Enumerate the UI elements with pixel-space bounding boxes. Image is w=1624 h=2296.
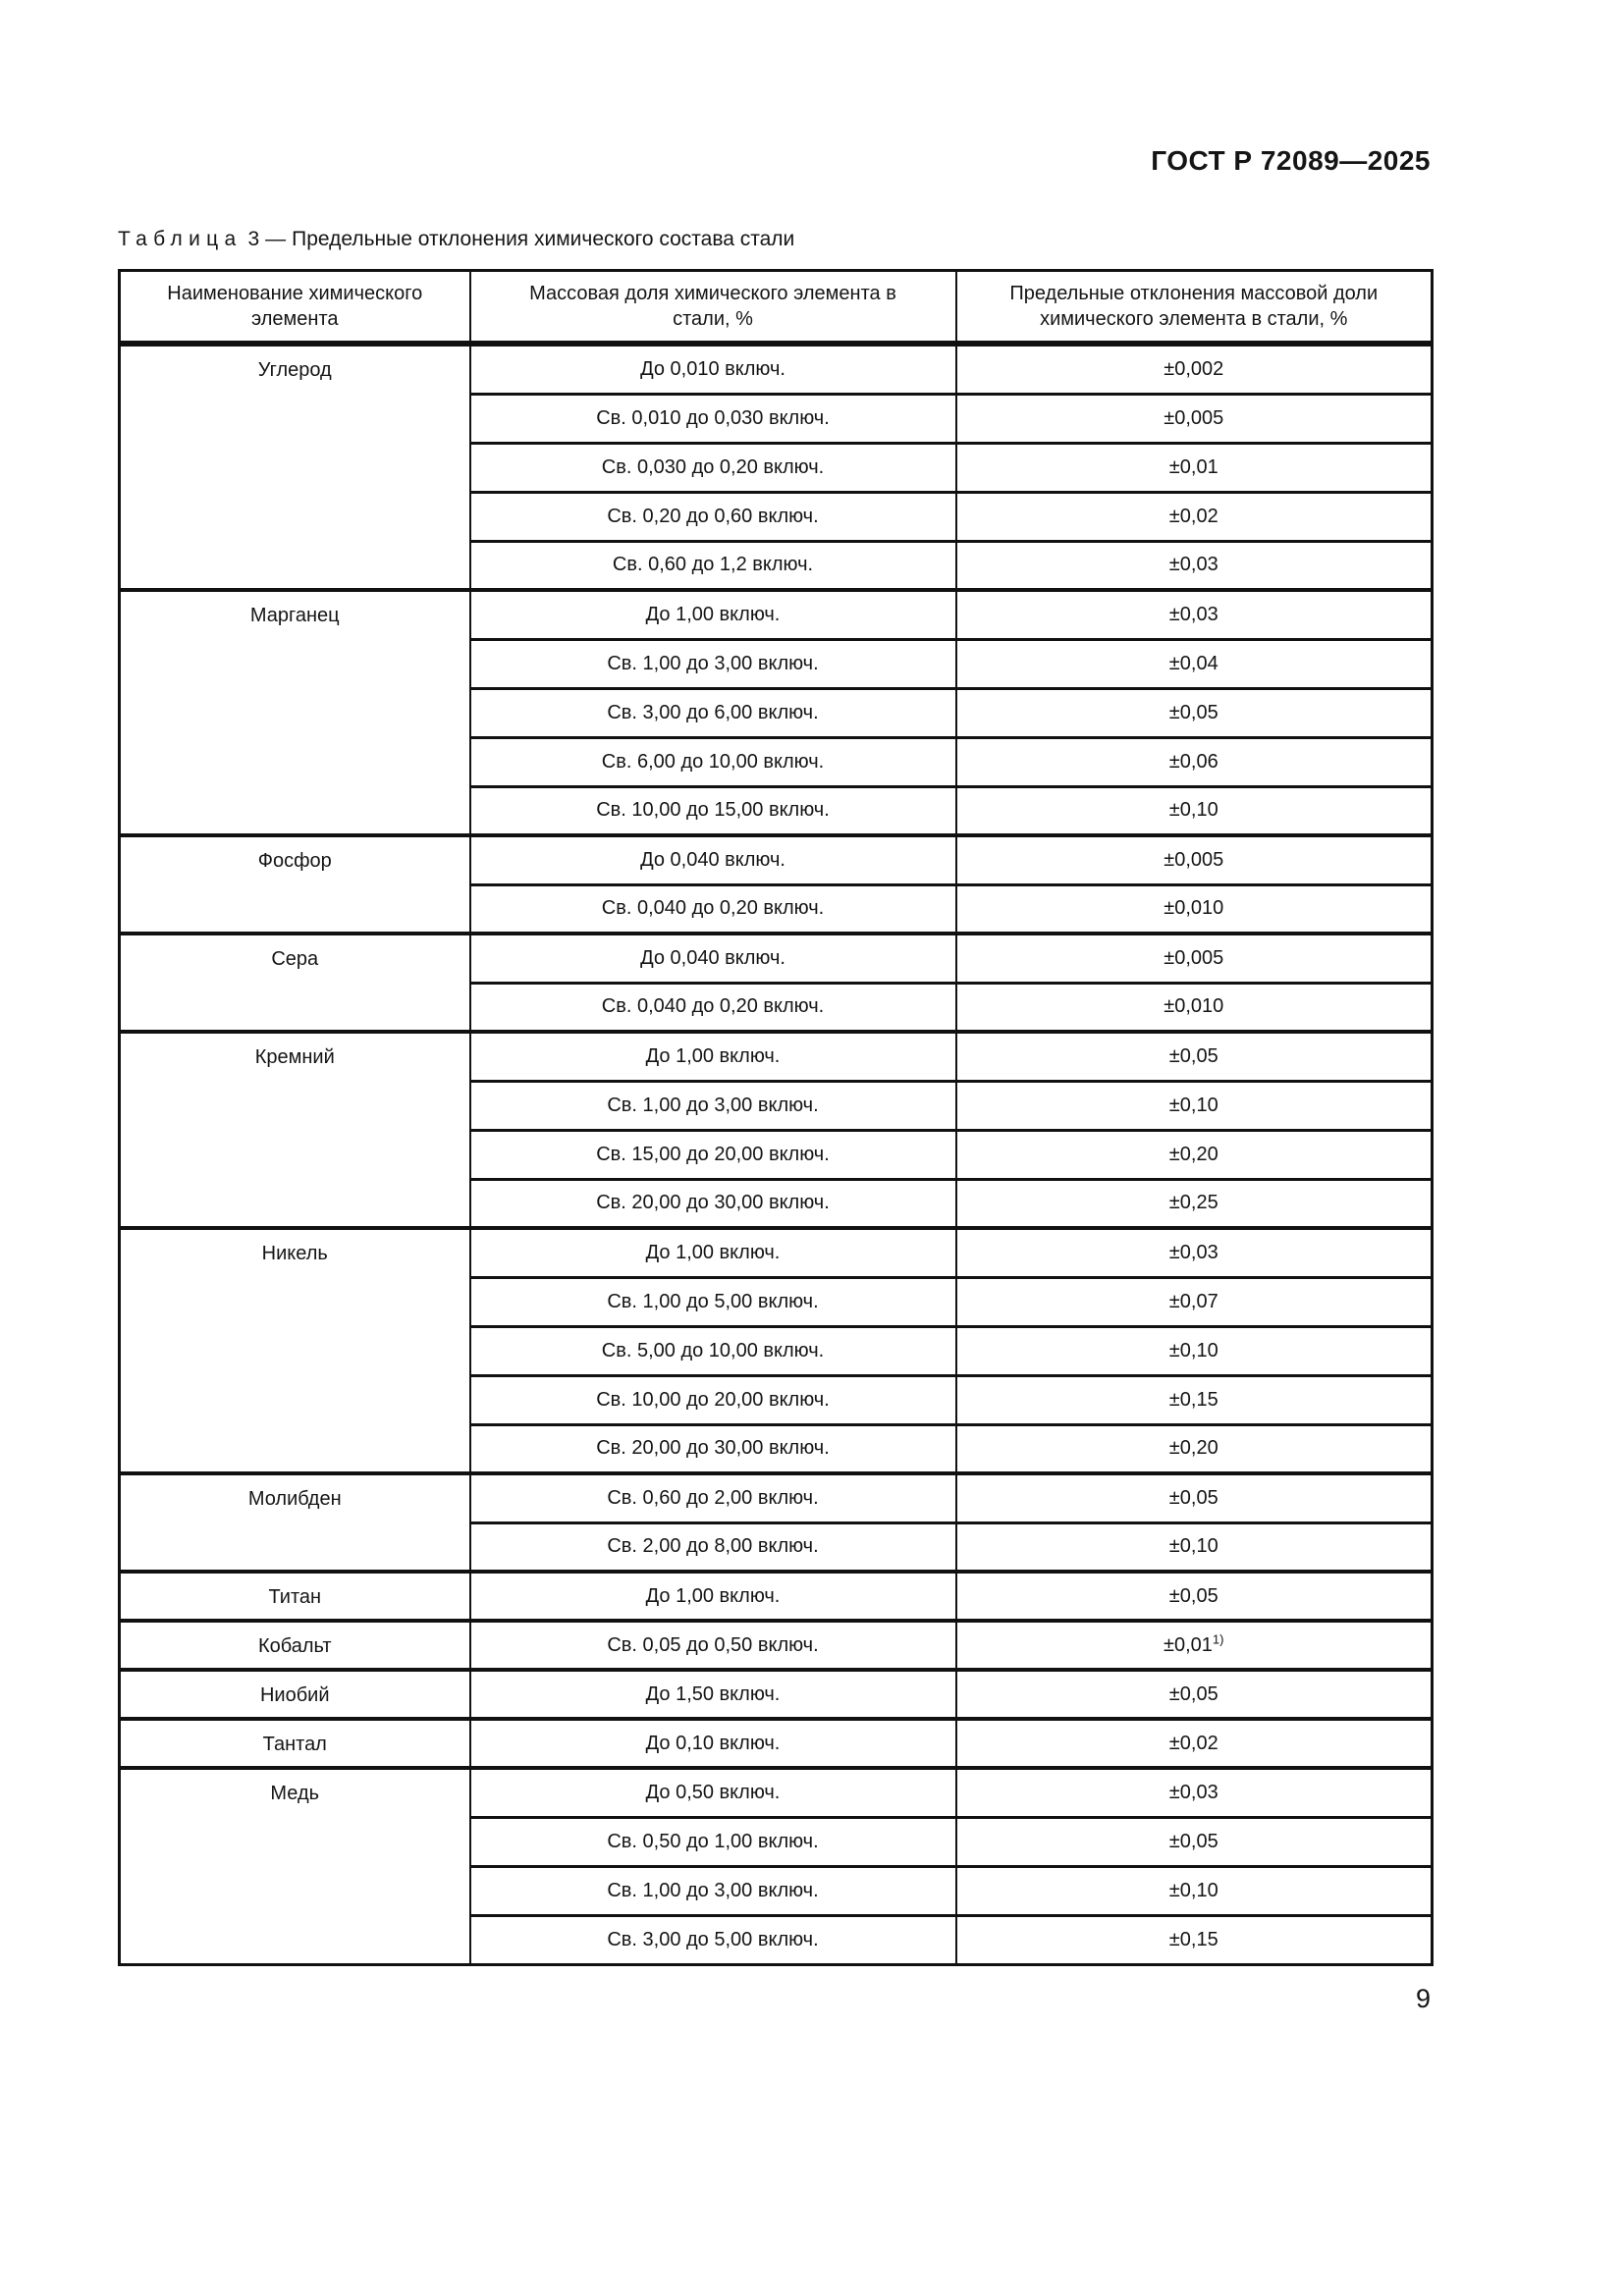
table-caption xyxy=(118,228,1431,251)
table-caption-label: Таблица xyxy=(118,228,243,250)
column-header-deviation: Предельные отклонения массовой доли химического элемента в стали, % xyxy=(956,271,1433,343)
table-caption-title: Предельные отклонения химического состава стали xyxy=(292,228,795,250)
deviation-cell: ±0,05 xyxy=(956,1473,1433,1522)
table-row xyxy=(120,1670,1433,1719)
footnote-marker: 1) xyxy=(1212,1630,1224,1646)
deviation-cell: ±0,10 xyxy=(956,1326,1433,1375)
element-name-cell: Кремний xyxy=(120,1032,470,1228)
deviation-cell: ±0,25 xyxy=(956,1179,1433,1228)
deviation-cell: ±0,02 xyxy=(956,1719,1433,1768)
element-name-cell: Титан xyxy=(120,1572,470,1621)
mass-fraction-range-cell: До 0,040 включ. xyxy=(470,934,956,983)
mass-fraction-range-cell: До 0,10 включ. xyxy=(470,1719,956,1768)
table-row xyxy=(120,1719,1433,1768)
page-number: 9 xyxy=(1415,1983,1431,2013)
mass-fraction-range-cell: До 0,010 включ. xyxy=(470,345,956,394)
mass-fraction-range-cell: Св. 3,00 до 5,00 включ. xyxy=(470,1915,956,1964)
doc-code-header: ГОСТ Р 72089—2025 xyxy=(1151,145,1431,176)
deviation-cell xyxy=(956,1621,1433,1670)
deviation-value: ±0,01 xyxy=(1164,1633,1213,1656)
mass-fraction-range-cell: Св. 6,00 до 10,00 включ. xyxy=(470,737,956,786)
mass-fraction-range-cell: Св. 10,00 до 15,00 включ. xyxy=(470,786,956,835)
deviations-table xyxy=(118,269,1434,1966)
deviation-cell: ±0,005 xyxy=(956,835,1433,884)
element-name-cell: Тантал xyxy=(120,1719,470,1768)
mass-fraction-range-cell: Св. 0,50 до 1,00 включ. xyxy=(470,1817,956,1866)
deviation-cell: ±0,010 xyxy=(956,884,1433,934)
mass-fraction-range-cell: Св. 3,00 до 6,00 включ. xyxy=(470,688,956,737)
deviation-cell: ±0,06 xyxy=(956,737,1433,786)
element-name-cell: Ниобий xyxy=(120,1670,470,1719)
table-row xyxy=(120,345,1433,394)
mass-fraction-range-cell: Св. 20,00 до 30,00 включ. xyxy=(470,1424,956,1473)
deviation-cell: ±0,10 xyxy=(956,1866,1433,1915)
element-name-cell: Сера xyxy=(120,934,470,1032)
mass-fraction-range-cell: Св. 1,00 до 5,00 включ. xyxy=(470,1277,956,1326)
table-caption-dash: — xyxy=(265,228,287,250)
table-caption-number: 3 xyxy=(247,228,260,250)
deviation-cell: ±0,01 xyxy=(956,443,1433,492)
element-name-cell: Молибден xyxy=(120,1473,470,1572)
deviation-cell: ±0,03 xyxy=(956,1228,1433,1277)
table-row xyxy=(120,1621,1433,1670)
mass-fraction-range-cell: До 0,50 включ. xyxy=(470,1768,956,1817)
deviation-cell: ±0,15 xyxy=(956,1915,1433,1964)
element-name-cell: Углерод xyxy=(120,345,470,590)
deviation-cell: ±0,10 xyxy=(956,786,1433,835)
mass-fraction-range-cell: Св. 15,00 до 20,00 включ. xyxy=(470,1130,956,1179)
element-name-cell: Медь xyxy=(120,1768,470,1964)
table-row xyxy=(120,1572,1433,1621)
mass-fraction-range-cell: Св. 1,00 до 3,00 включ. xyxy=(470,639,956,688)
deviation-cell: ±0,10 xyxy=(956,1081,1433,1130)
deviation-cell: ±0,02 xyxy=(956,492,1433,541)
deviation-cell: ±0,05 xyxy=(956,1032,1433,1081)
mass-fraction-range-cell: До 1,00 включ. xyxy=(470,1228,956,1277)
mass-fraction-range-cell: Св. 0,030 до 0,20 включ. xyxy=(470,443,956,492)
deviation-cell: ±0,05 xyxy=(956,1817,1433,1866)
mass-fraction-range-cell: Св. 0,60 до 2,00 включ. xyxy=(470,1473,956,1522)
element-name-cell: Марганец xyxy=(120,590,470,835)
mass-fraction-range-cell: Св. 0,05 до 0,50 включ. xyxy=(470,1621,956,1670)
mass-fraction-range-cell: До 0,040 включ. xyxy=(470,835,956,884)
element-name-cell: Фосфор xyxy=(120,835,470,934)
deviation-cell: ±0,002 xyxy=(956,345,1433,394)
column-header-element: Наименование химического элемента xyxy=(120,271,470,343)
deviation-cell: ±0,04 xyxy=(956,639,1433,688)
deviation-cell: ±0,05 xyxy=(956,1670,1433,1719)
mass-fraction-range-cell: Св. 0,20 до 0,60 включ. xyxy=(470,492,956,541)
table-row xyxy=(120,1032,1433,1081)
mass-fraction-range-cell: До 1,00 включ. xyxy=(470,590,956,639)
deviation-cell: ±0,15 xyxy=(956,1375,1433,1424)
deviation-cell: ±0,20 xyxy=(956,1424,1433,1473)
table-row xyxy=(120,1228,1433,1277)
deviation-cell: ±0,005 xyxy=(956,394,1433,443)
deviation-cell: ±0,05 xyxy=(956,1572,1433,1621)
mass-fraction-range-cell: До 1,00 включ. xyxy=(470,1032,956,1081)
deviation-cell: ±0,10 xyxy=(956,1522,1433,1572)
mass-fraction-range-cell: Св. 20,00 до 30,00 включ. xyxy=(470,1179,956,1228)
mass-fraction-range-cell: Св. 1,00 до 3,00 включ. xyxy=(470,1866,956,1915)
table-header-row xyxy=(120,271,1433,343)
mass-fraction-range-cell: Св. 0,60 до 1,2 включ. xyxy=(470,541,956,590)
table-row xyxy=(120,1768,1433,1817)
table-row xyxy=(120,934,1433,983)
deviation-cell: ±0,03 xyxy=(956,590,1433,639)
table-row xyxy=(120,835,1433,884)
mass-fraction-range-cell: Св. 10,00 до 20,00 включ. xyxy=(470,1375,956,1424)
mass-fraction-range-cell: До 1,50 включ. xyxy=(470,1670,956,1719)
mass-fraction-range-cell: Св. 5,00 до 10,00 включ. xyxy=(470,1326,956,1375)
table-row xyxy=(120,590,1433,639)
deviation-cell: ±0,03 xyxy=(956,1768,1433,1817)
mass-fraction-range-cell: Св. 0,040 до 0,20 включ. xyxy=(470,884,956,934)
mass-fraction-range-cell: Св. 0,010 до 0,030 включ. xyxy=(470,394,956,443)
deviation-cell: ±0,03 xyxy=(956,541,1433,590)
mass-fraction-range-cell: Св. 0,040 до 0,20 включ. xyxy=(470,983,956,1032)
deviation-cell: ±0,010 xyxy=(956,983,1433,1032)
mass-fraction-range-cell: До 1,00 включ. xyxy=(470,1572,956,1621)
column-header-mass-fraction: Массовая доля химического элемента в стали, % xyxy=(470,271,956,343)
element-name-cell: Никель xyxy=(120,1228,470,1473)
element-name-cell: Кобальт xyxy=(120,1621,470,1670)
mass-fraction-range-cell: Св. 2,00 до 8,00 включ. xyxy=(470,1522,956,1572)
deviation-cell: ±0,05 xyxy=(956,688,1433,737)
deviation-cell: ±0,07 xyxy=(956,1277,1433,1326)
table-row xyxy=(120,1473,1433,1522)
deviation-cell: ±0,005 xyxy=(956,934,1433,983)
mass-fraction-range-cell: Св. 1,00 до 3,00 включ. xyxy=(470,1081,956,1130)
deviation-cell: ±0,20 xyxy=(956,1130,1433,1179)
